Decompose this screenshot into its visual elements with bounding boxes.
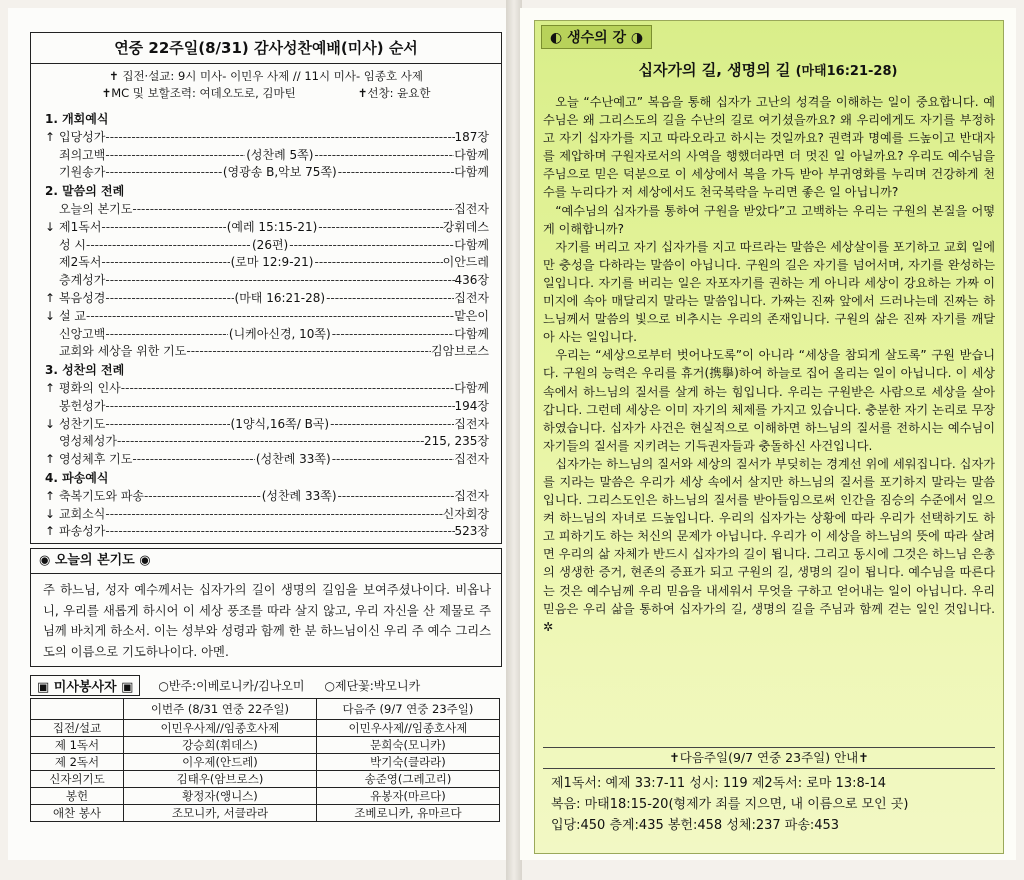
leader-dots [314, 147, 454, 165]
leader-dots [132, 201, 454, 219]
leader-dots [105, 506, 442, 524]
posture-mark: ↓ [45, 416, 56, 431]
next-week-readings [551, 773, 991, 836]
right-page [520, 8, 1016, 860]
liturgy-item [45, 398, 489, 416]
table-row [31, 805, 500, 822]
item-responsible: 194장 [454, 398, 489, 413]
item-responsible: 신자회장 [442, 506, 489, 521]
posture-mark [45, 147, 59, 165]
item-responsible: 다함께 [454, 237, 489, 252]
leader-dots [105, 326, 228, 344]
leader-dots [105, 272, 454, 290]
leader-dots [105, 129, 454, 147]
next-week-cell: 이민우사제//임종호사제 [316, 720, 499, 737]
liturgy-item [45, 523, 489, 541]
role-cell: 신자의기도 [31, 771, 124, 788]
leader-dots [117, 433, 424, 451]
liturgy-order [31, 102, 501, 543]
liturgy-item [45, 343, 489, 361]
item-name: 층계성가 [59, 273, 106, 288]
ministers-section [30, 674, 500, 822]
paragraph: “예수님의 십자가를 통하여 구원을 받았다”고 고백하는 우리는 구원의 본질을 어떻게 이해합니까? [543, 203, 995, 236]
next-week-header: 다음주 (9/7 연중 23주일) [316, 699, 499, 720]
posture-mark [45, 164, 59, 182]
leader-dots [105, 164, 221, 182]
liturgy-item [45, 164, 489, 182]
section-heading: 4. 파송예식 [45, 470, 109, 485]
liturgy-item [45, 147, 489, 165]
liturgy-item [45, 201, 489, 219]
readings-line-1: 제1독서: 예제 33:7-11 성시: 119 제2독서: 로마 13:8-14 [551, 776, 886, 791]
item-name: 교회소식 [59, 506, 106, 521]
posture-mark [45, 254, 59, 272]
liturgy-item [45, 219, 489, 237]
meditation-text [543, 93, 995, 636]
item-responsible: 집전자 [454, 290, 489, 305]
table-row [31, 737, 500, 754]
item-responsible: 187장 [454, 129, 489, 144]
item-responsible: 이안드레 [442, 255, 489, 270]
item-name: 교회와 세상을 위한 기도 [59, 344, 187, 359]
item-responsible: 맡은이 [454, 308, 489, 323]
liturgy-item [45, 272, 489, 290]
leader-dots [289, 237, 454, 255]
leader-dots [105, 147, 245, 165]
paragraph: 십자가는 하느님의 질서와 세상의 질서가 부딪히는 경계선 위에 세워집니다. 십자가를 지라는 말씀은 우리가 세상 속에서 살지만 하느님의 질서를 포기하지 말라는 말씀입니다. 그리스도인은 하느님의 질서를 받아들임으로써 인간을 짐승의 수준에서 일으켜 하느님의 자녀로 드높입니다. 우리의 십자가는 상황에 따라 우리가 선택하기도 하고 피하기도 하는 처신의 문제가 아닙니다. 우리가 이 세상을 하느님의 뜻에 따라 살려면 우리의 삶 자체가 반드시 십자가의 길이 됩니다. 그리고 동시에 그것은 하느님 은총의 생생한 증거, 현존의 증표가 되고 구원의 길, 생명의 길이 됩니다. 예수님을 따른다는 것은 예수님께 우리 믿음을 내세워서 무엇을 구하고 얻어내는 일이 아닙니다. 우리 믿음은 우리 삶을 통하여 십자가의 길, 생명의 길을 주님과 함께 걷는 일인 것입니다. ✲ [543, 456, 995, 634]
item-name: 오늘의 본기도 [59, 201, 133, 216]
liturgy-item [45, 129, 489, 147]
next-week-cell: 조베로니카, 유마르다 [316, 805, 499, 822]
posture-mark: ↑ [45, 380, 56, 395]
posture-mark: ↑ [45, 524, 56, 539]
item-responsible: 523장 [454, 524, 489, 539]
this-week-cell: 김태우(암브로스) [124, 771, 317, 788]
posture-mark [45, 433, 59, 451]
this-week-header: 이번주 (8/31 연중 22주일) [124, 699, 317, 720]
item-reference: (예레 15:15-21) [226, 219, 318, 234]
liturgy-item [45, 488, 489, 506]
posture-mark [45, 272, 59, 290]
leader-dots [105, 523, 454, 541]
item-reference: (영광송 B,악보 75쪽) [222, 165, 337, 180]
celebrant-line: ✝ 집전·설교: 9시 미사- 이민우 사제 // 11시 미사- 임종호 사제 [109, 69, 423, 83]
section-heading: 2. 말씀의 전례 [45, 184, 125, 199]
role-cell: 봉헌 [31, 788, 124, 805]
item-name: 제1독서 [59, 219, 102, 234]
leader-dots [105, 290, 233, 308]
paragraph: 오늘 “수난예고” 복음을 통해 십자가 고난의 성격을 이해하는 일이 중요합니다. 예수님은 왜 그리스도의 길을 수난의 길로 여기셨을까요? 왜 우리에게도 자기를 부정하고 자기 십자가를 지고 따라오라고 하시는 것일까요? 권력과 명예를 드높이고 반대자를 제압하며 구원자로서의 사역을 행했더라면 더 멋진 일 아닐까요? 우리도 예수님을 주님으로 믿은 덕분으로 이 세상에서 복을 가득 받아 부귀영화를 누리며 건강하게 천수를 누리다가 저 세상에서도 천국복락을 누리면 좋은 일 아닙니까? [543, 95, 995, 200]
hymns-line: 입당:450 층계:435 봉헌:458 성체:237 파송:453 [551, 818, 840, 833]
leader-dots [121, 380, 454, 398]
item-responsible: 다함께 [454, 380, 489, 395]
role-cell: 제 1독서 [31, 737, 124, 754]
column-tag: ◐ 생수의 강 ◑ [541, 25, 652, 49]
liturgy-item [45, 254, 489, 272]
item-responsible: 집전자 [454, 488, 489, 503]
liturgy-item [45, 433, 489, 451]
role-cell: 제 2독서 [31, 754, 124, 771]
table-row [31, 720, 500, 737]
cantor-line: ✝선창: 윤요한 [357, 86, 431, 100]
leader-dots [338, 164, 454, 182]
item-responsible: 다함께 [454, 165, 489, 180]
item-responsible: 다함께 [454, 326, 489, 341]
leader-dots [330, 416, 454, 434]
item-reference: (성찬례 33쪽) [255, 452, 331, 467]
item-name: 신앙고백 [59, 326, 106, 341]
item-responsible: 집전자 [454, 201, 489, 216]
item-name: 성 시 [59, 237, 86, 252]
item-reference: (성찬례 5쪽) [246, 147, 314, 162]
leader-dots [86, 237, 251, 255]
posture-mark: ↑ [45, 129, 56, 144]
this-week-cell: 이민우사제//임종호사제 [124, 720, 317, 737]
liturgy-item [45, 416, 489, 434]
collect-text: 주 하느님, 성자 예수께서는 십자가의 길이 생명의 길임을 보여주셨나이다. 비옵나니, 우리를 새롭게 하시어 이 세상 풍조를 따라 살지 않고, 우리 자신을 산 제물로 주님께 바치게 하소서. 이는 성부와 성령과 함께 한 분 하느님이신 우리 주 예수 그리스도의 이름으로 기도하나이다. 아멘. [43, 583, 491, 659]
role-cell: 집전/설교 [31, 720, 124, 737]
posture-mark [45, 237, 59, 255]
item-name: 설 교 [59, 308, 86, 323]
item-responsible: 436장 [454, 273, 489, 288]
collect-heading: ◉ 오늘의 본기도 ◉ [31, 549, 501, 574]
item-name: 죄의고백 [59, 147, 106, 162]
table-corner [31, 699, 124, 720]
altar-flower-info: ○제단꽃:박모니카 [324, 678, 421, 693]
item-responsible: 김암브로스 [431, 344, 489, 359]
posture-mark: ↓ [45, 506, 56, 521]
item-name: 제2독서 [59, 255, 102, 270]
item-responsible: 강휘데스 [442, 219, 489, 234]
posture-mark [45, 201, 59, 219]
leader-dots [332, 326, 455, 344]
order-of-service [30, 32, 502, 544]
meditation-panel [534, 20, 1004, 854]
leader-dots [326, 290, 454, 308]
meditation-title-text: 십자가의 길, 생명의 길 [638, 61, 791, 79]
leader-dots [144, 488, 261, 506]
item-name: 파송성가 [59, 524, 106, 539]
posture-mark: ↑ [45, 452, 56, 467]
mc-line: ✝MC 및 보할조력: 여데오도로, 김마틴 [101, 86, 296, 100]
leader-dots [132, 451, 255, 469]
next-week-cell: 유봉자(마르다) [316, 788, 499, 805]
item-reference: (로마 12:9-21) [230, 255, 314, 270]
leader-dots [101, 254, 229, 272]
item-reference: (니케아신경, 10쪽) [228, 326, 331, 341]
posture-mark: ↑ [45, 290, 56, 305]
item-name: 영성체후 기도 [59, 452, 133, 467]
leader-dots [86, 308, 454, 326]
item-reference: (성찬례 33쪽) [261, 488, 337, 503]
item-name: 입당성가 [59, 129, 106, 144]
liturgy-item [45, 308, 489, 326]
ministers-heading: ▣ 미사봉사자 ▣ [30, 675, 140, 696]
posture-mark: ↑ [45, 488, 56, 503]
posture-mark [45, 398, 59, 416]
section-heading: 3. 성찬의 전례 [45, 363, 125, 378]
liturgy-item [45, 290, 489, 308]
paragraph: 우리는 “세상으로부터 벗어나도록”이 아니라 “세상을 참되게 살도록” 구원 받습니다. 구원의 능력은 우리를 휴거(携擧)하여 하늘로 집어 올리는 일이 아닙니다. 이 세상 속에서 하느님의 질서를 살게 하는 힘입니다. 우리는 구원받은 사람으로 세상을 살아갑니다. 그런데 세상은 이미 자기의 체제를 가지고 있습니다. 충분한 자기 논리로 무장하였습니다. 십자가 사건은 현실적으로 이해하면 하느님의 질서를 전하시는 예수님이 자기들의 질서를 지키려는 기득권자들과 충돌하신 사건입니다. [543, 348, 995, 453]
item-name: 영성체성가 [59, 434, 117, 449]
readings-line-2: 복음: 마태18:15-20(형제가 죄를 지으면, 내 이름으로 모인 곳) [551, 797, 909, 812]
posture-mark [45, 343, 59, 361]
posture-mark: ↓ [45, 219, 56, 234]
item-reference: (1양식,16쪽/ B곡) [230, 416, 330, 431]
item-responsible: 집전자 [454, 416, 489, 431]
leader-dots [318, 219, 442, 237]
item-responsible: 집전자 [454, 452, 489, 467]
liturgy-item [45, 451, 489, 469]
leader-dots [338, 488, 455, 506]
this-week-cell: 조모니카, 서클라라 [124, 805, 317, 822]
organist-info: ○반주:이베로니카/김나오미 [158, 678, 305, 693]
leader-dots [332, 451, 455, 469]
next-week-banner: ✝다음주일(9/7 연중 23주일) 안내✝ [543, 747, 995, 769]
left-page [8, 8, 508, 860]
table-row [31, 788, 500, 805]
meditation-title [543, 59, 993, 80]
item-name: 축복기도와 파송 [59, 488, 144, 503]
item-reference: (26편) [252, 237, 289, 252]
liturgy-item [45, 380, 489, 398]
collect-box [30, 548, 502, 667]
leader-dots [314, 254, 442, 272]
this-week-cell: 강승희(휘데스) [124, 737, 317, 754]
item-reference: (마태 16:21-28) [234, 290, 326, 305]
posture-mark: ↓ [45, 308, 56, 323]
this-week-cell: 황정자(앵니스) [124, 788, 317, 805]
leader-dots [105, 416, 229, 434]
staff-info [31, 64, 501, 102]
liturgy-item [45, 237, 489, 255]
leader-dots [186, 343, 431, 361]
table-row [31, 754, 500, 771]
ministers-table [30, 698, 500, 822]
service-title: 연중 22주일(8/31) 감사성찬예배(미사) 순서 [31, 33, 501, 64]
role-cell: 애찬 봉사 [31, 805, 124, 822]
this-week-cell: 이우제(안드레) [124, 754, 317, 771]
item-name: 기원송가 [59, 165, 106, 180]
item-responsible: 다함께 [454, 147, 489, 162]
item-responsible: 215, 235장 [423, 434, 489, 449]
scripture-ref: (마태16:21-28) [795, 64, 898, 79]
item-name: 평화의 인사 [59, 380, 121, 395]
liturgy-item [45, 506, 489, 524]
next-week-cell: 박기숙(클라라) [316, 754, 499, 771]
leader-dots [105, 398, 454, 416]
section-heading: 1. 개회예식 [45, 112, 109, 126]
posture-mark [45, 326, 59, 344]
leader-dots [101, 219, 225, 237]
next-week-cell: 문희숙(모니카) [316, 737, 499, 754]
next-week-cell: 송준영(그레고리) [316, 771, 499, 788]
item-name: 성찬기도 [59, 416, 106, 431]
item-name: 복음성경 [59, 290, 106, 305]
paragraph: 자기를 버리고 자기 십자가를 지고 따르라는 말씀은 세상살이를 포기하고 교회 일에만 충성을 다하라는 말씀이 아닙니다. 구원의 길은 자기를 넘어서며, 자기를 완성하는 일입니다. 자기를 버리는 일은 자포자기를 권하는 게 아니라 세상이 강요하는 가짜 이미지에 속아 매달리지 말라는 말씀입니다. 가짜는 진짜 앞에서 드러나는데 진짜는 하느님께서 말씀의 빛으로 비추시는 우리의 존재입니다. 구원의 삶은 진짜 자기를 깨달아 사는 일입니다. [543, 239, 995, 345]
table-row [31, 771, 500, 788]
liturgy-item [45, 326, 489, 344]
item-name: 봉헌성가 [59, 398, 106, 413]
